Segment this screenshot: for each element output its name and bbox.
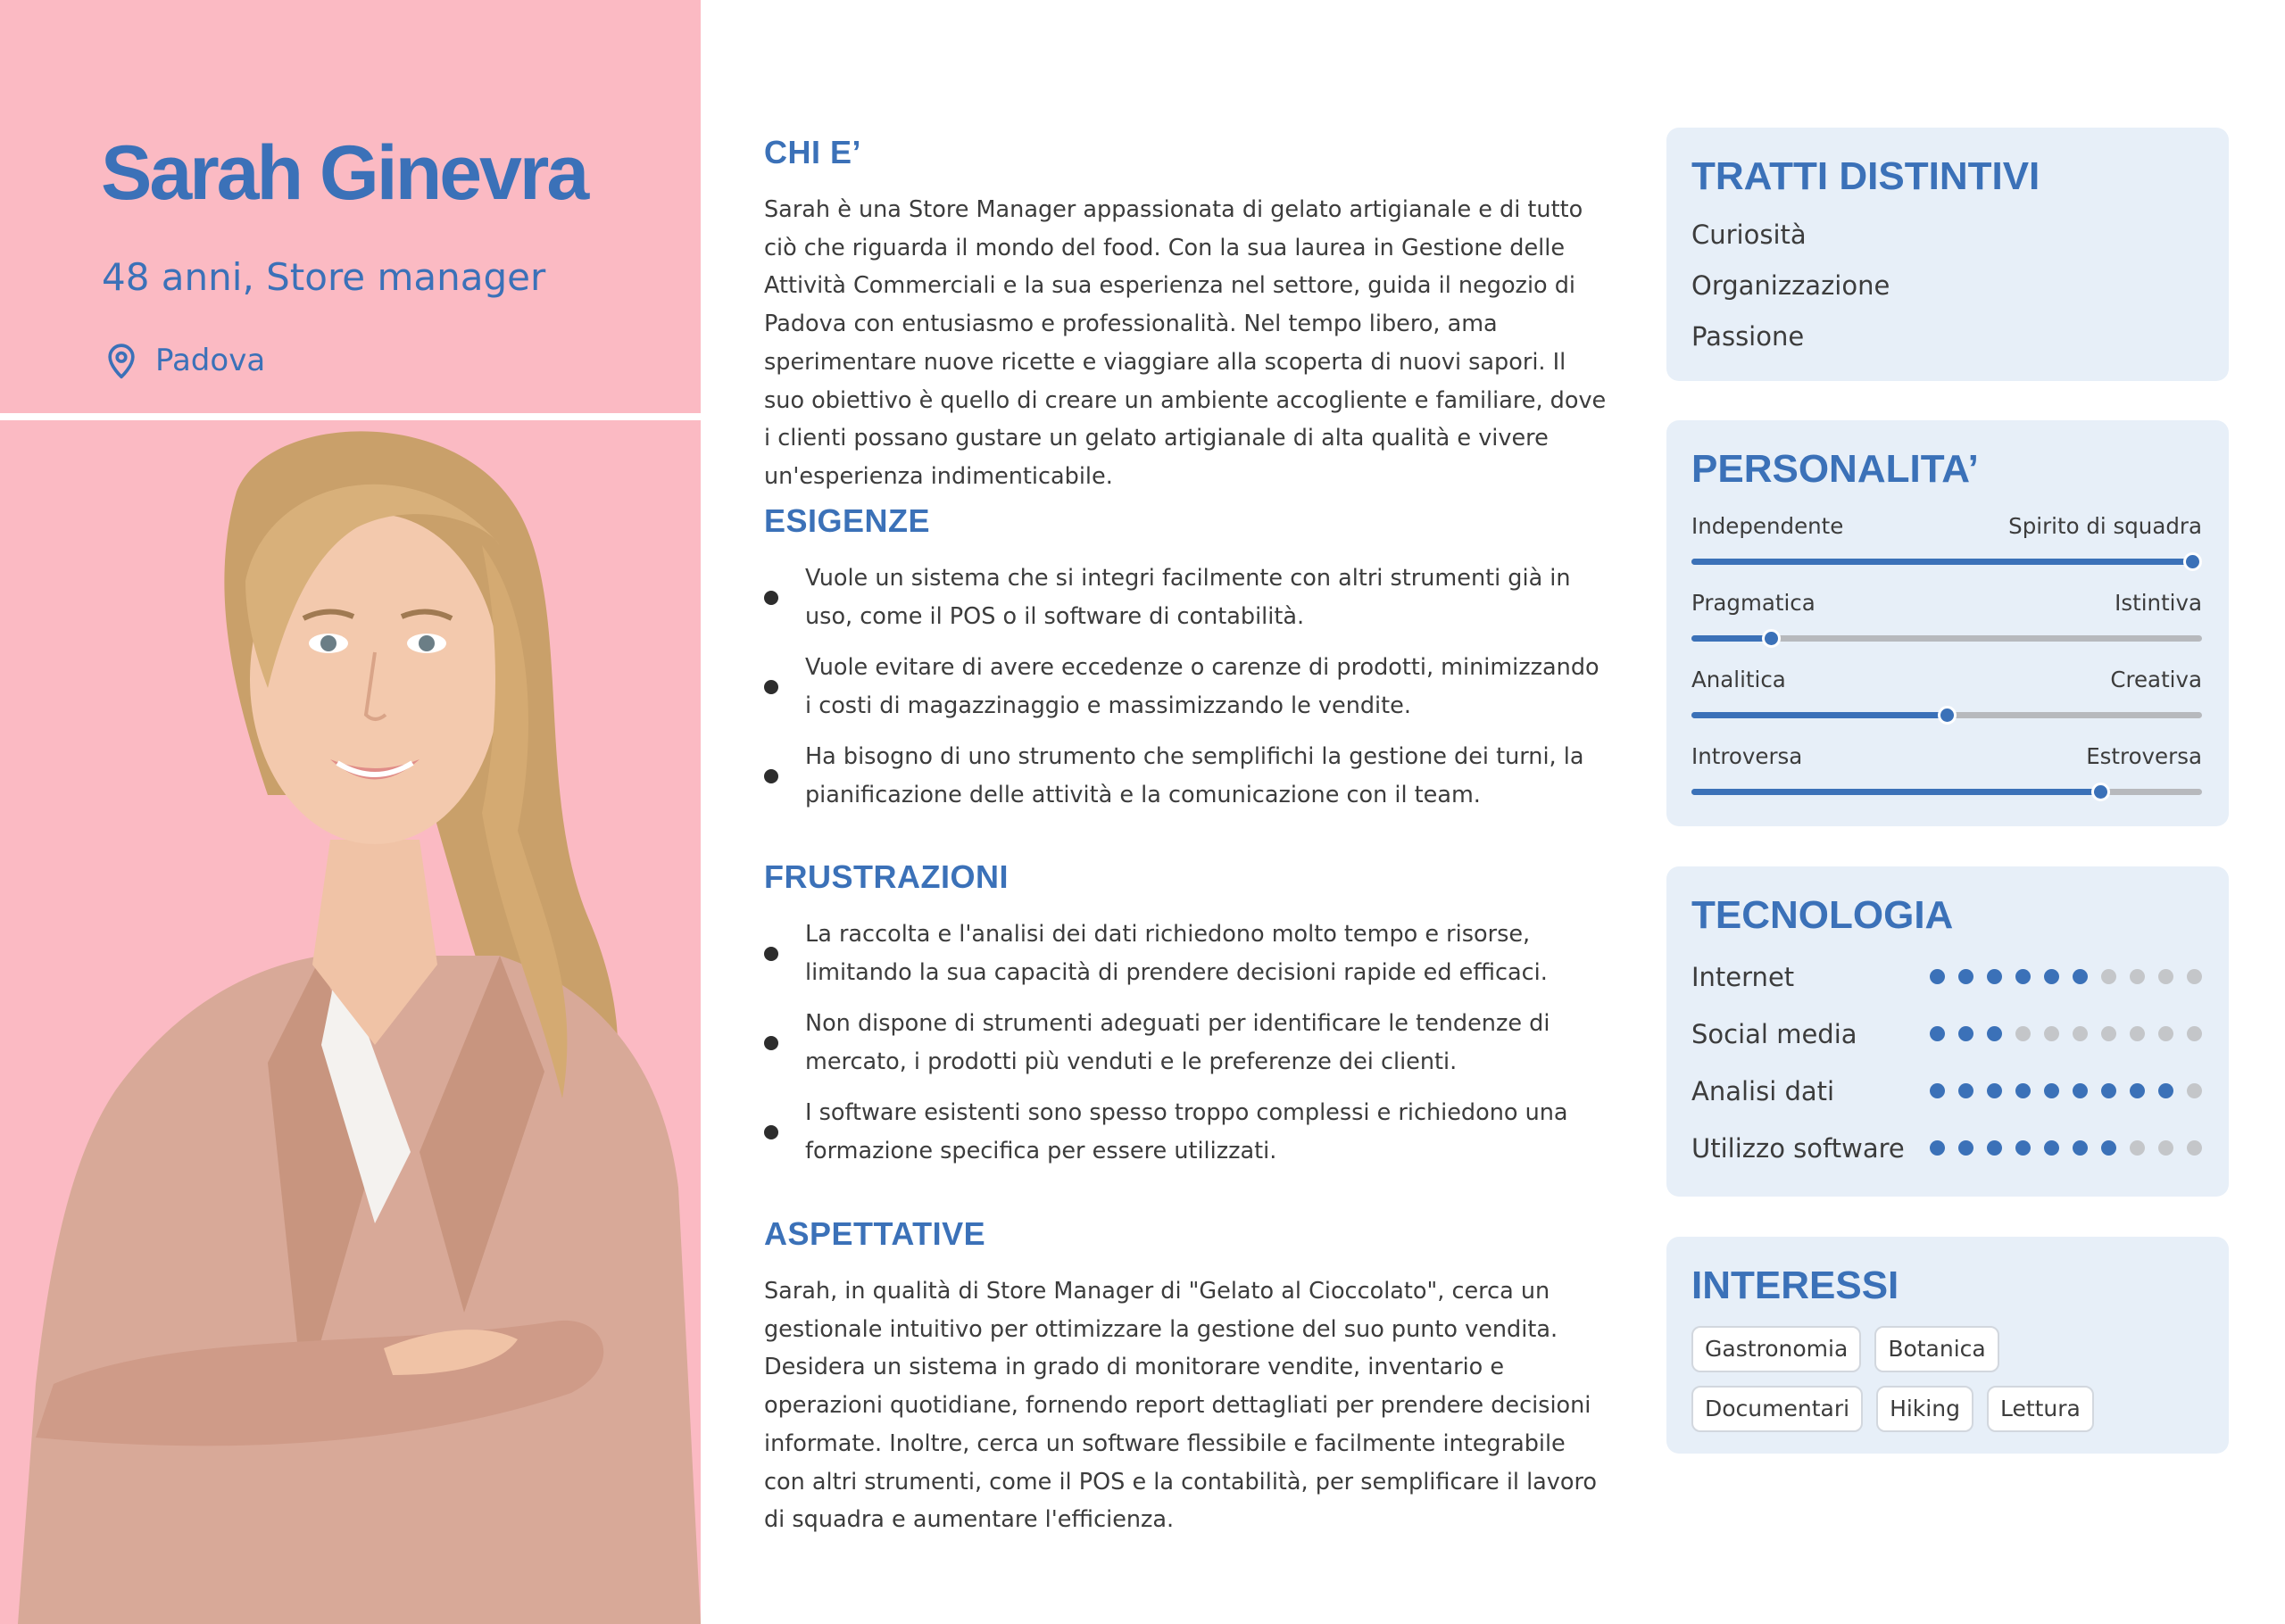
section-title-frustrazioni: FRUSTRAZIONI <box>764 858 1009 895</box>
trait-item: Passione <box>1691 321 1805 352</box>
bullet-dot-icon <box>764 591 778 605</box>
level-dot-empty-icon <box>2187 1083 2202 1098</box>
interest-tag: Lettura <box>1987 1386 2094 1432</box>
persona-name: Sarah Ginevra <box>101 130 587 216</box>
list-item: Non dispone di strumenti adeguati per identificare le tendenze di mercato, i prodotti più venduti e le preferenze dei clienti. <box>764 1005 1608 1081</box>
personality-slider <box>1691 513 2202 567</box>
card-title-personalita: PERSONALITA’ <box>1691 447 1979 491</box>
level-dot-filled-icon <box>1987 1140 2002 1156</box>
list-item: I software esistenti sono spesso troppo complessi e richiedono una formazione specifica per essere utilizzati. <box>764 1094 1608 1170</box>
slider-right-label: Estroversa <box>2086 743 2202 769</box>
tech-row <box>1691 958 2202 994</box>
slider-right-label: Spirito di squadra <box>2008 513 2202 539</box>
level-dot-filled-icon <box>2044 1083 2059 1098</box>
level-dot-filled-icon <box>1958 1026 1973 1041</box>
slider-left-label: Introversa <box>1691 743 1803 769</box>
portrait-illustration <box>0 420 701 1624</box>
level-dot-filled-icon <box>2101 1140 2116 1156</box>
level-dot-empty-icon <box>2158 1140 2173 1156</box>
bullet-dot-icon <box>764 947 778 961</box>
level-dot-filled-icon <box>2073 1140 2088 1156</box>
level-dot-filled-icon <box>2015 1140 2031 1156</box>
slider-knob <box>1938 706 1957 725</box>
slider-right-label: Creativa <box>2110 667 2202 692</box>
level-dot-empty-icon <box>2158 969 2173 984</box>
level-dot-empty-icon <box>2044 1026 2059 1041</box>
frustrazioni-list <box>764 916 1608 1183</box>
persona-subtitle: 48 anni, Store manager <box>102 255 546 299</box>
slider-fill <box>1691 712 1947 718</box>
level-dot-filled-icon <box>2073 1083 2088 1098</box>
level-dot-filled-icon <box>2101 1083 2116 1098</box>
level-dot-empty-icon <box>2130 969 2145 984</box>
location-label: Padova <box>155 343 266 378</box>
tech-row <box>1691 1130 2202 1165</box>
slider-right-label: Istintiva <box>2115 590 2202 616</box>
personality-slider <box>1691 743 2202 797</box>
level-dot-empty-icon <box>2130 1026 2145 1041</box>
bullet-dot-icon <box>764 769 778 783</box>
slider-fill <box>1691 635 1771 642</box>
level-dot-filled-icon <box>1958 1083 1973 1098</box>
card-title-tratti: TRATTI DISTINTIVI <box>1691 154 2040 198</box>
section-title-aspettative: ASPETTATIVE <box>764 1215 986 1252</box>
tech-level-dots <box>1916 1083 2202 1098</box>
slider-knob <box>2183 552 2202 571</box>
level-dot-empty-icon <box>2101 969 2116 984</box>
personality-slider <box>1691 590 2202 643</box>
level-dot-filled-icon <box>1930 1083 1945 1098</box>
card-interessi <box>1666 1237 2229 1454</box>
slider-left-label: Independente <box>1691 513 1844 539</box>
interest-tags <box>1691 1326 2191 1446</box>
slider-fill <box>1691 559 2192 565</box>
location-row <box>102 341 265 380</box>
interest-tag: Botanica <box>1874 1326 1998 1372</box>
level-dot-empty-icon <box>2101 1026 2116 1041</box>
interest-tag: Documentari <box>1691 1386 1863 1432</box>
section-title-esigenze: ESIGENZE <box>764 502 931 539</box>
level-dot-empty-icon <box>2187 1026 2202 1041</box>
bullet-dot-icon <box>764 1036 778 1050</box>
card-tratti-distintivi <box>1666 128 2229 381</box>
card-tecnologia <box>1666 866 2229 1197</box>
trait-item: Organizzazione <box>1691 270 1890 301</box>
esigenze-list <box>764 559 1608 827</box>
level-dot-empty-icon <box>2187 969 2202 984</box>
level-dot-filled-icon <box>2044 969 2059 984</box>
tech-level-dots <box>1916 1140 2202 1156</box>
level-dot-empty-icon <box>2158 1026 2173 1041</box>
slider-left-label: Analitica <box>1691 667 1786 692</box>
list-item: Vuole evitare di avere eccedenze o carenze di prodotti, minimizzando i costi di magazzinaggio e massimizzando le vendite. <box>764 649 1608 725</box>
card-personalita <box>1666 420 2229 826</box>
list-item: Vuole un sistema che si integri facilmente con altri strumenti già in uso, come il POS o il software di contabilità. <box>764 559 1608 635</box>
aspettative-paragraph: Sarah, in qualità di Store Manager di "Gelato al Cioccolato", cerca un gestionale intuitivo per ottimizzare la gestione del suo punto vendita. Desidera un sistema in grado di monitorare vendite, inventario e operazioni quotidiane, fornendo report dettagliati per prendere decisioni informate. Inoltre, cerca un software flessibile e facilmente integrabile con altri strumenti, come il POS e la contabilità, per semplificare il lavoro di squadra e aumentare l'efficienza. <box>764 1278 1598 1534</box>
level-dot-filled-icon <box>2015 969 2031 984</box>
interest-tag: Gastronomia <box>1691 1326 1861 1372</box>
level-dot-filled-icon <box>1987 1083 2002 1098</box>
slider-left-label: Pragmatica <box>1691 590 1816 616</box>
card-title-interessi: INTERESSI <box>1691 1264 1899 1307</box>
level-dot-filled-icon <box>2044 1140 2059 1156</box>
level-dot-filled-icon <box>1930 969 1945 984</box>
tech-label: Analisi dati <box>1691 1076 1835 1106</box>
level-dot-filled-icon <box>2158 1083 2173 1098</box>
personality-slider <box>1691 667 2202 720</box>
tech-label: Internet <box>1691 962 1795 992</box>
level-dot-filled-icon <box>1930 1140 1945 1156</box>
tech-level-dots <box>1916 1026 2202 1041</box>
level-dot-empty-icon <box>2130 1140 2145 1156</box>
level-dot-filled-icon <box>2015 1083 2031 1098</box>
tech-label: Utilizzo software <box>1691 1133 1905 1164</box>
trait-item: Curiosità <box>1691 220 1807 250</box>
level-dot-empty-icon <box>2073 1026 2088 1041</box>
tech-level-dots <box>1916 969 2202 984</box>
slider-knob <box>2091 783 2110 801</box>
list-item: La raccolta e l'analisi dei dati richiedono molto tempo e risorse, limitando la sua capacità di prendere decisioni rapide ed efficaci. <box>764 916 1608 991</box>
level-dot-filled-icon <box>1958 969 1973 984</box>
slider-knob <box>1762 629 1781 648</box>
level-dot-filled-icon <box>1987 969 2002 984</box>
section-title-chi-e: CHI E’ <box>764 134 862 170</box>
level-dot-filled-icon <box>1930 1026 1945 1041</box>
location-pin-icon <box>102 341 141 380</box>
interest-tag: Hiking <box>1876 1386 1973 1432</box>
persona-photo <box>0 420 701 1624</box>
level-dot-filled-icon <box>1987 1026 2002 1041</box>
level-dot-filled-icon <box>2073 969 2088 984</box>
tech-row <box>1691 1015 2202 1051</box>
card-title-tecnologia: TECNOLOGIA <box>1691 893 1954 937</box>
tech-row <box>1691 1073 2202 1108</box>
level-dot-empty-icon <box>2187 1140 2202 1156</box>
level-dot-filled-icon <box>2130 1083 2145 1098</box>
tech-label: Social media <box>1691 1019 1857 1049</box>
list-item: Ha bisogno di uno strumento che semplifichi la gestione dei turni, la pianificazione delle attività e la comunicazione con il team. <box>764 738 1608 814</box>
bullet-dot-icon <box>764 680 778 694</box>
slider-fill <box>1691 789 2100 795</box>
profile-header <box>0 0 701 413</box>
chi-e-paragraph: Sarah è una Store Manager appassionata di gelato artigianale e di tutto ciò che riguarda il mondo del food. Con la sua laurea in Gestione delle Attività Commerciali e la sua esperienza nel settore, guida il negozio di Padova con entusiasmo e professionalità. Nel tempo libero, ama sperimentare nuove ricette e viaggiare alla scoperta di nuovi sapori. Il suo obiettivo è quello di creare un ambiente accogliente e familiare, dove i clienti possano gustare un gelato artigianale di alta qualità e vivere un'esperienza indimenticabile. <box>764 196 1607 490</box>
level-dot-empty-icon <box>2015 1026 2031 1041</box>
bullet-dot-icon <box>764 1125 778 1139</box>
level-dot-filled-icon <box>1958 1140 1973 1156</box>
